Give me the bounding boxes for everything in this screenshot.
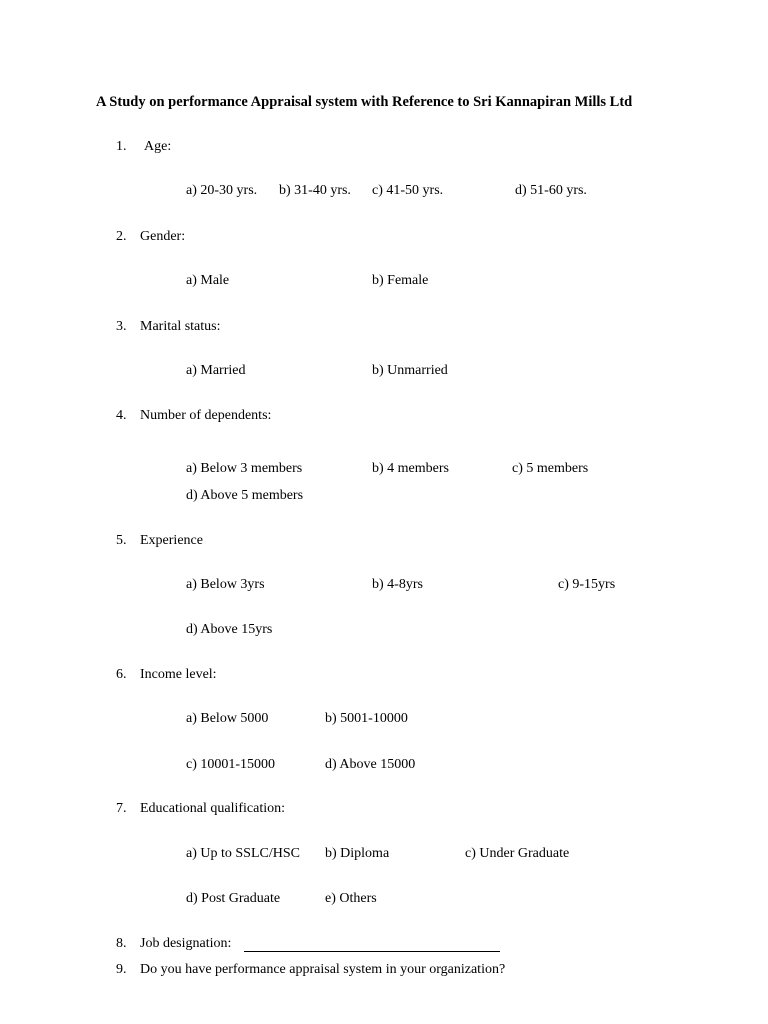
question-number: 4. [116,408,127,423]
option-gender-a: a) Male [186,273,230,288]
question-text-marital-status: Marital status: [140,319,221,334]
question-text-age: Age: [144,139,172,154]
question-text-job-designation: Job designation: [140,936,232,951]
question-text-experience: Experience [140,533,203,548]
option-education-a: a) Up to SSLC/HSC [186,846,300,861]
option-education-e: e) Others [325,891,377,906]
option-income-d: d) Above 15000 [325,757,416,772]
question-text-appraisal-system: Do you have performance appraisal system in your organization? [140,962,506,977]
question-number: 8. [116,936,127,951]
question-text-gender: Gender: [140,229,186,244]
document-title: A Study on performance Appraisal system with Reference to Sri Kannapiran Mills Ltd [96,94,633,110]
question-number: 3. [116,319,127,334]
option-education-c: c) Under Graduate [465,846,570,861]
job-designation-blank[interactable] [244,938,500,956]
option-age-b: b) 31-40 yrs. [279,183,351,198]
option-dependents-b: b) 4 members [372,461,449,476]
option-age-c: c) 41-50 yrs. [372,183,444,198]
question-number: 7. [116,801,127,816]
option-gender-b: b) Female [372,273,429,288]
question-number: 2. [116,229,127,244]
option-experience-c: c) 9-15yrs [558,577,616,592]
question-number: 1. [116,139,127,154]
question-number: 5. [116,533,127,548]
option-experience-a: a) Below 3yrs [186,577,265,592]
option-age-a: a) 20-30 yrs. [186,183,258,198]
option-dependents-d: d) Above 5 members [186,488,304,503]
question-text-education: Educational qualification: [140,801,286,816]
option-education-d: d) Post Graduate [186,891,281,906]
option-age-d: d) 51-60 yrs. [515,183,587,198]
question-text-income: Income level: [140,667,217,682]
option-dependents-a: a) Below 3 members [186,461,303,476]
option-income-b: b) 5001-10000 [325,711,408,726]
question-number: 6. [116,667,127,682]
option-dependents-c: c) 5 members [512,461,589,476]
option-education-b: b) Diploma [325,846,390,861]
option-income-c: c) 10001-15000 [186,757,276,772]
option-experience-b: b) 4-8yrs [372,577,423,592]
option-marital-a: a) Married [186,363,246,378]
option-experience-d: d) Above 15yrs [186,622,273,637]
question-number: 9. [116,962,127,977]
option-marital-b: b) Unmarried [372,363,448,378]
question-text-dependents: Number of dependents: [140,408,272,423]
option-income-a: a) Below 5000 [186,711,269,726]
